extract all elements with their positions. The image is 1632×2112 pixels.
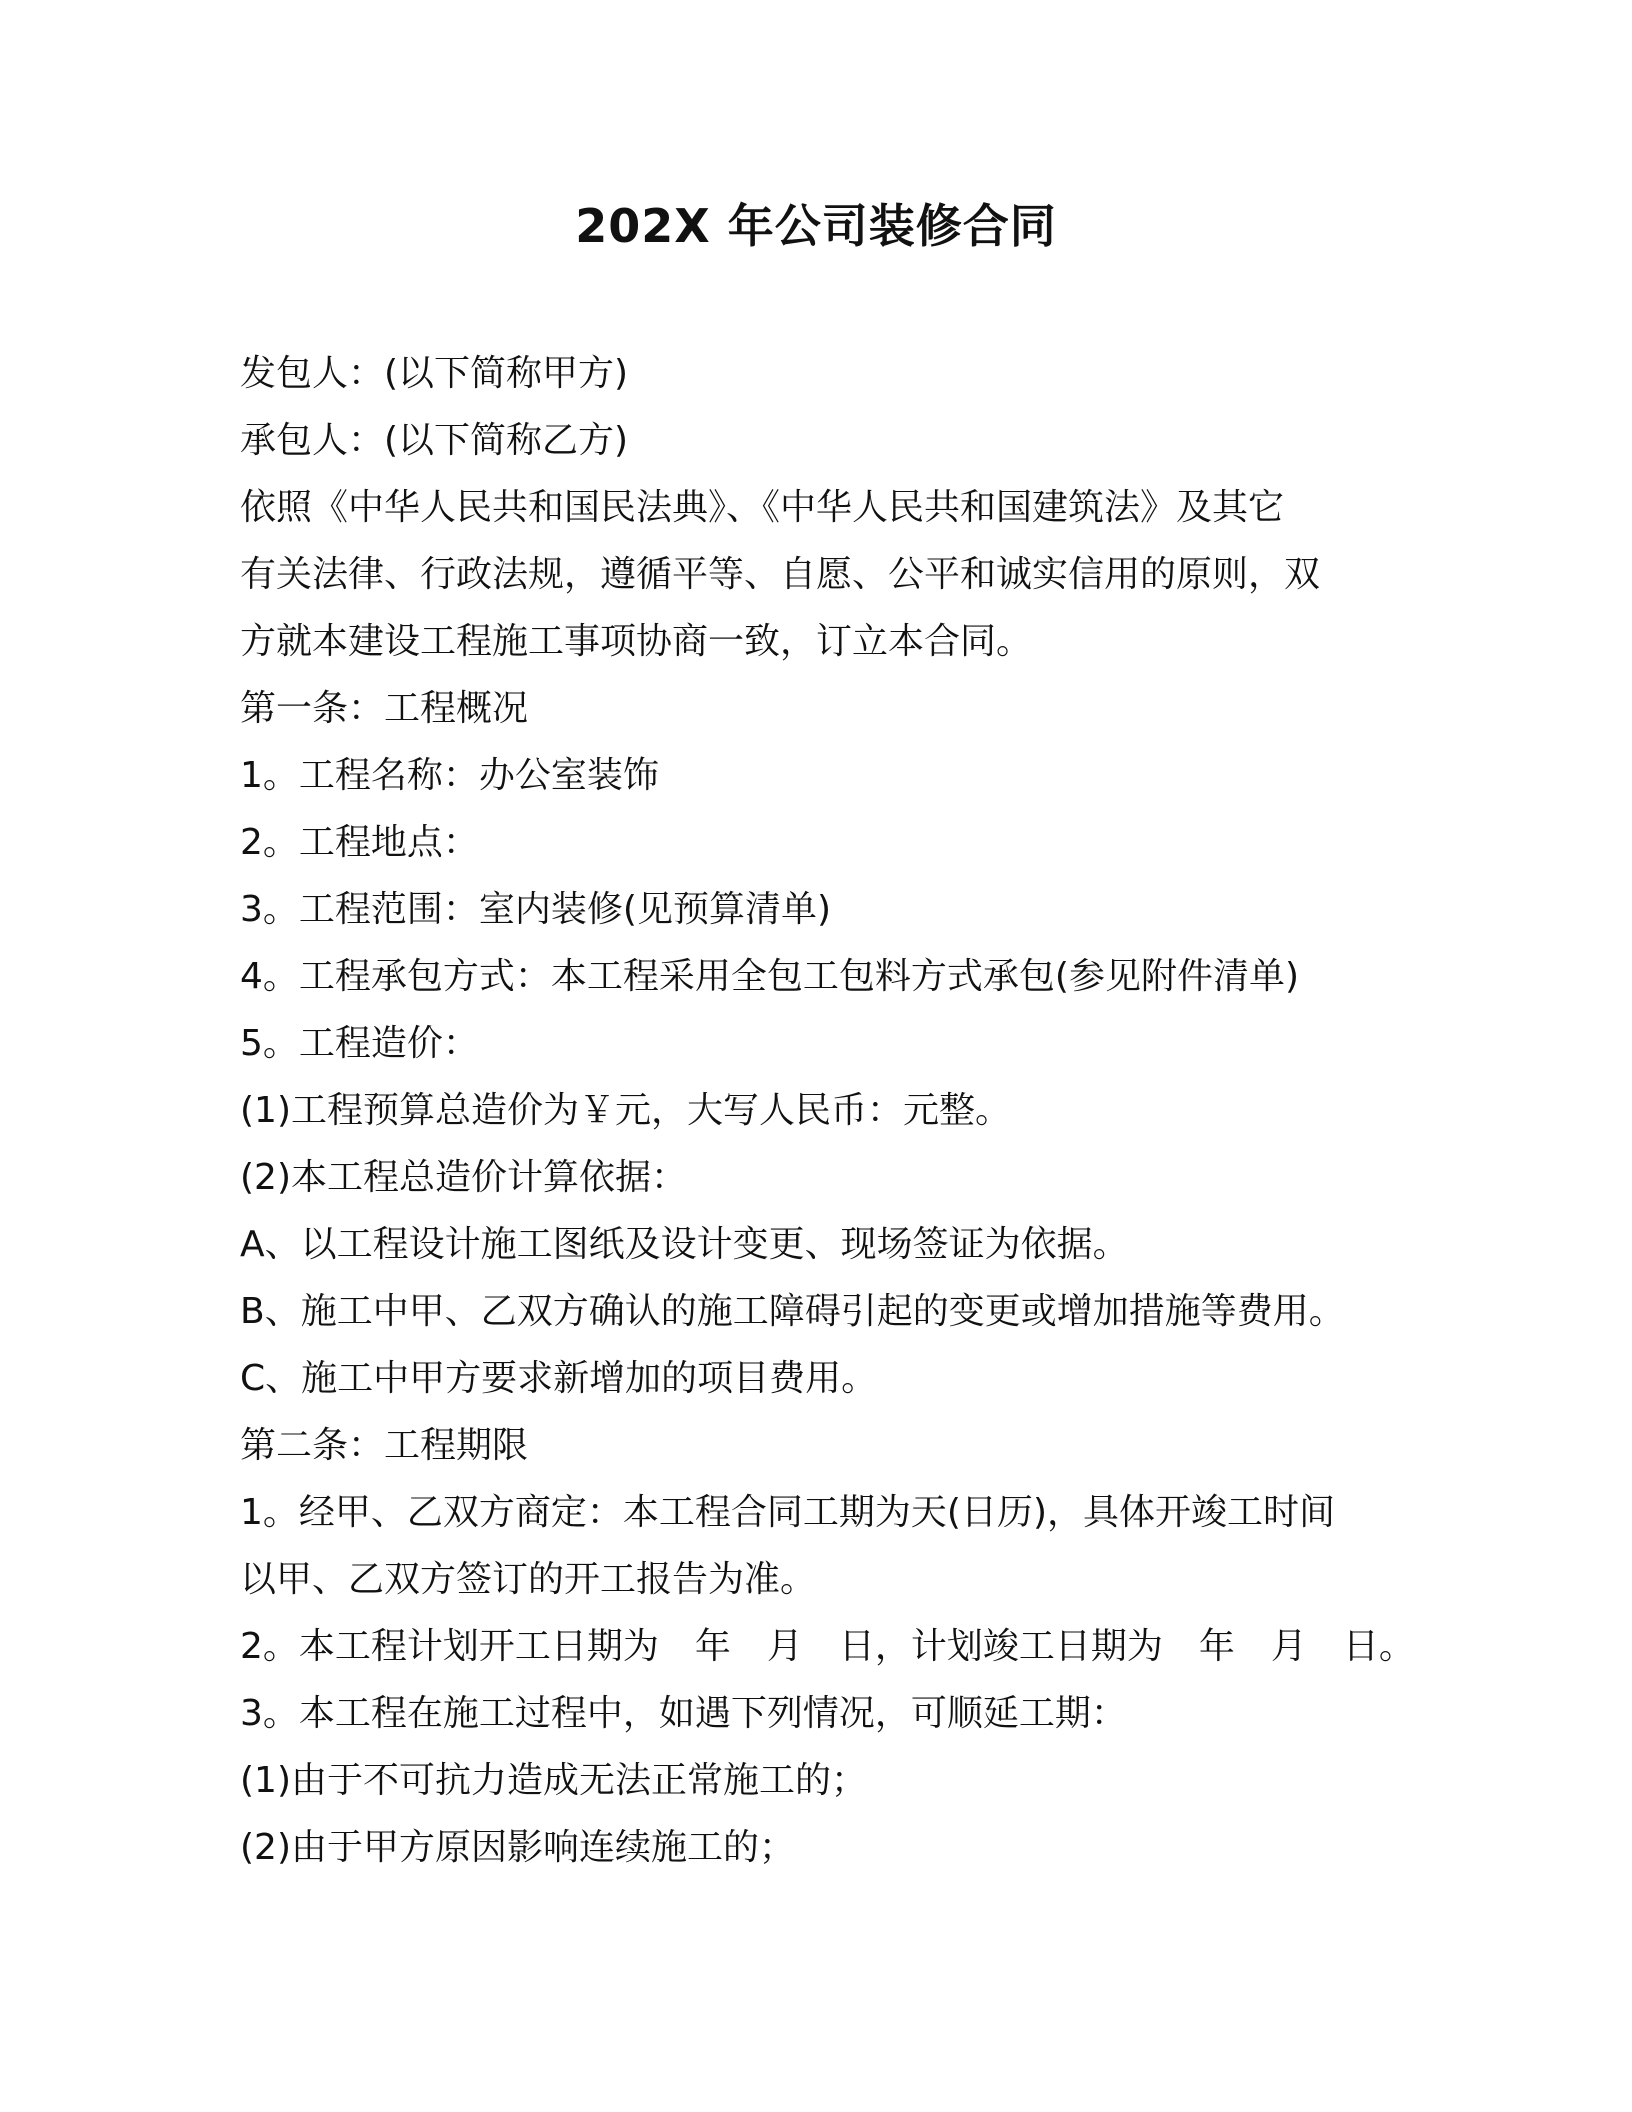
delay-case-2: (2)由于甲方原因影响连续施工的； — [240, 1827, 795, 1868]
cost-basis-b: B、施工中甲、乙双方确认的施工障碍引起的变更或增加措施等费用。 — [240, 1291, 1345, 1332]
party-b-line: 承包人：(以下简称乙方) — [240, 420, 629, 461]
article-2-item-1-line-2: 以甲、乙双方签订的开工报告为准。 — [240, 1559, 817, 1600]
cost-basis-c: C、施工中甲方要求新增加的项目费用。 — [240, 1358, 878, 1399]
preamble-line-1: 依照《中华人民共和国民法典》、《中华人民共和国建筑法》及其它 — [240, 487, 1285, 528]
article-2-item-2: 2。本工程计划开工日期为 年 月 日，计划竣工日期为 年 月 日。 — [240, 1626, 1415, 1667]
article-1-item-5: 5。工程造价： — [240, 1023, 479, 1064]
article-1-item-1: 1。工程名称：办公室装饰 — [240, 755, 659, 796]
preamble-line-3: 方就本建设工程施工事项协商一致，订立本合同。 — [240, 621, 1033, 662]
article-2-item-1-line-1: 1。经甲、乙双方商定：本工程合同工期为天(日历)，具体开竣工时间 — [240, 1492, 1335, 1533]
cost-basis-a: A、以工程设计施工图纸及设计变更、现场签证为依据。 — [240, 1224, 1129, 1265]
document-title: 202X 年公司装修合同 — [575, 199, 1057, 253]
article-2-item-3: 3。本工程在施工过程中，如遇下列情况，可顺延工期： — [240, 1693, 1127, 1734]
preamble-line-2: 有关法律、行政法规，遵循平等、自愿、公平和诚实信用的原则，双 — [240, 554, 1321, 595]
article-1-heading: 第一条：工程概况 — [240, 688, 529, 729]
article-2-heading: 第二条：工程期限 — [240, 1425, 529, 1466]
cost-subitem-1: (1)工程预算总造价为￥元，大写人民币：元整。 — [240, 1090, 1011, 1131]
delay-case-1: (1)由于不可抗力造成无法正常施工的； — [240, 1760, 867, 1801]
article-1-item-4: 4。工程承包方式：本工程采用全包工包料方式承包(参见附件清单) — [240, 956, 1299, 997]
article-1-item-3: 3。工程范围：室内装修(见预算清单) — [240, 889, 831, 930]
party-a-line: 发包人：(以下简称甲方) — [240, 353, 629, 394]
cost-subitem-2: (2)本工程总造价计算依据： — [240, 1157, 687, 1198]
document-body — [240, 340, 1415, 1881]
article-1-item-2: 2。工程地点： — [240, 822, 479, 863]
